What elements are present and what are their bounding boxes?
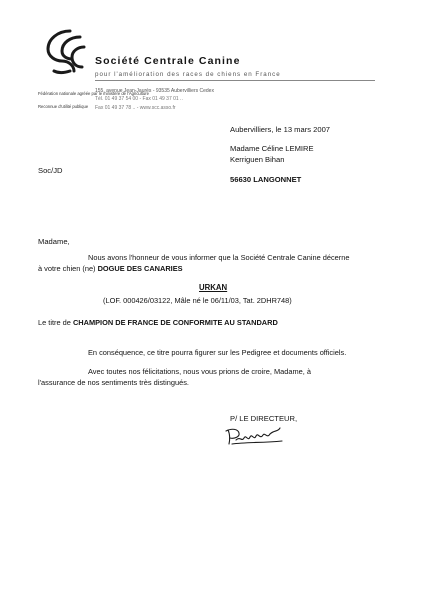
recipient-city: 56630 LANGONNET [230,175,302,184]
header-divider [95,80,375,81]
paragraph-1-prefix: à votre chien (ne) [38,264,96,273]
dog-details: (LOF. 000426/03122, Mâle né le 06/11/03, Tat. 2DHR748) [103,296,292,305]
dog-name: URKAN [199,283,228,292]
paragraph-1-line-1: Nous avons l'honneur de vous informer que la Société Centrale Canine décerne [88,253,350,262]
reference: Soc/JD [38,166,63,175]
side-note-federation: Fédération nationale agréée par le ministère de l'Agriculture [38,91,149,96]
org-phone: Tél. 01 49 37 54 00 - Fax 01 49 37 01 .. [95,96,183,102]
title-line [38,318,278,327]
scc-logo-icon [40,27,86,77]
org-tagline: pour l'amélioration des races de chiens en France [95,71,281,78]
org-name: Société Centrale Canine [95,55,241,67]
champion-title: CHAMPION DE FRANCE DE CONFORMITE AU STANDARD [72,318,278,327]
place-date: Aubervilliers, le 13 mars 2007 [230,125,331,134]
breed: DOGUE DES CANARIES [97,264,183,273]
closing-line-1: Avec toutes nos félicitations, nous vous prions de croire, Madame, à [88,367,311,376]
title-prefix: Le titre de [38,318,71,327]
salutation: Madame, [38,237,70,246]
org-address: 155, avenue Jean-Jaurès - 93535 Aubervilliers Cedex [95,88,214,94]
org-fax: Fax 01 49 37 78 .. - www.scc.asso.fr [95,105,176,111]
side-note-public-utility: Reconnue d'utilité publique [38,104,89,109]
closing-line-2: l'assurance de nos sentiments très distingués. [38,378,189,387]
signer-title: P/ LE DIRECTEUR, [230,414,298,423]
recipient-place: Kerriguen Bihan [230,155,285,164]
handwritten-signature [222,422,292,450]
consequence-paragraph: En conséquence, ce titre pourra figurer sur les Pedigree et documents officiels. [88,348,347,357]
recipient-name: Madame Céline LEMIRE [230,144,314,153]
paragraph-1-line-2 [38,264,183,273]
